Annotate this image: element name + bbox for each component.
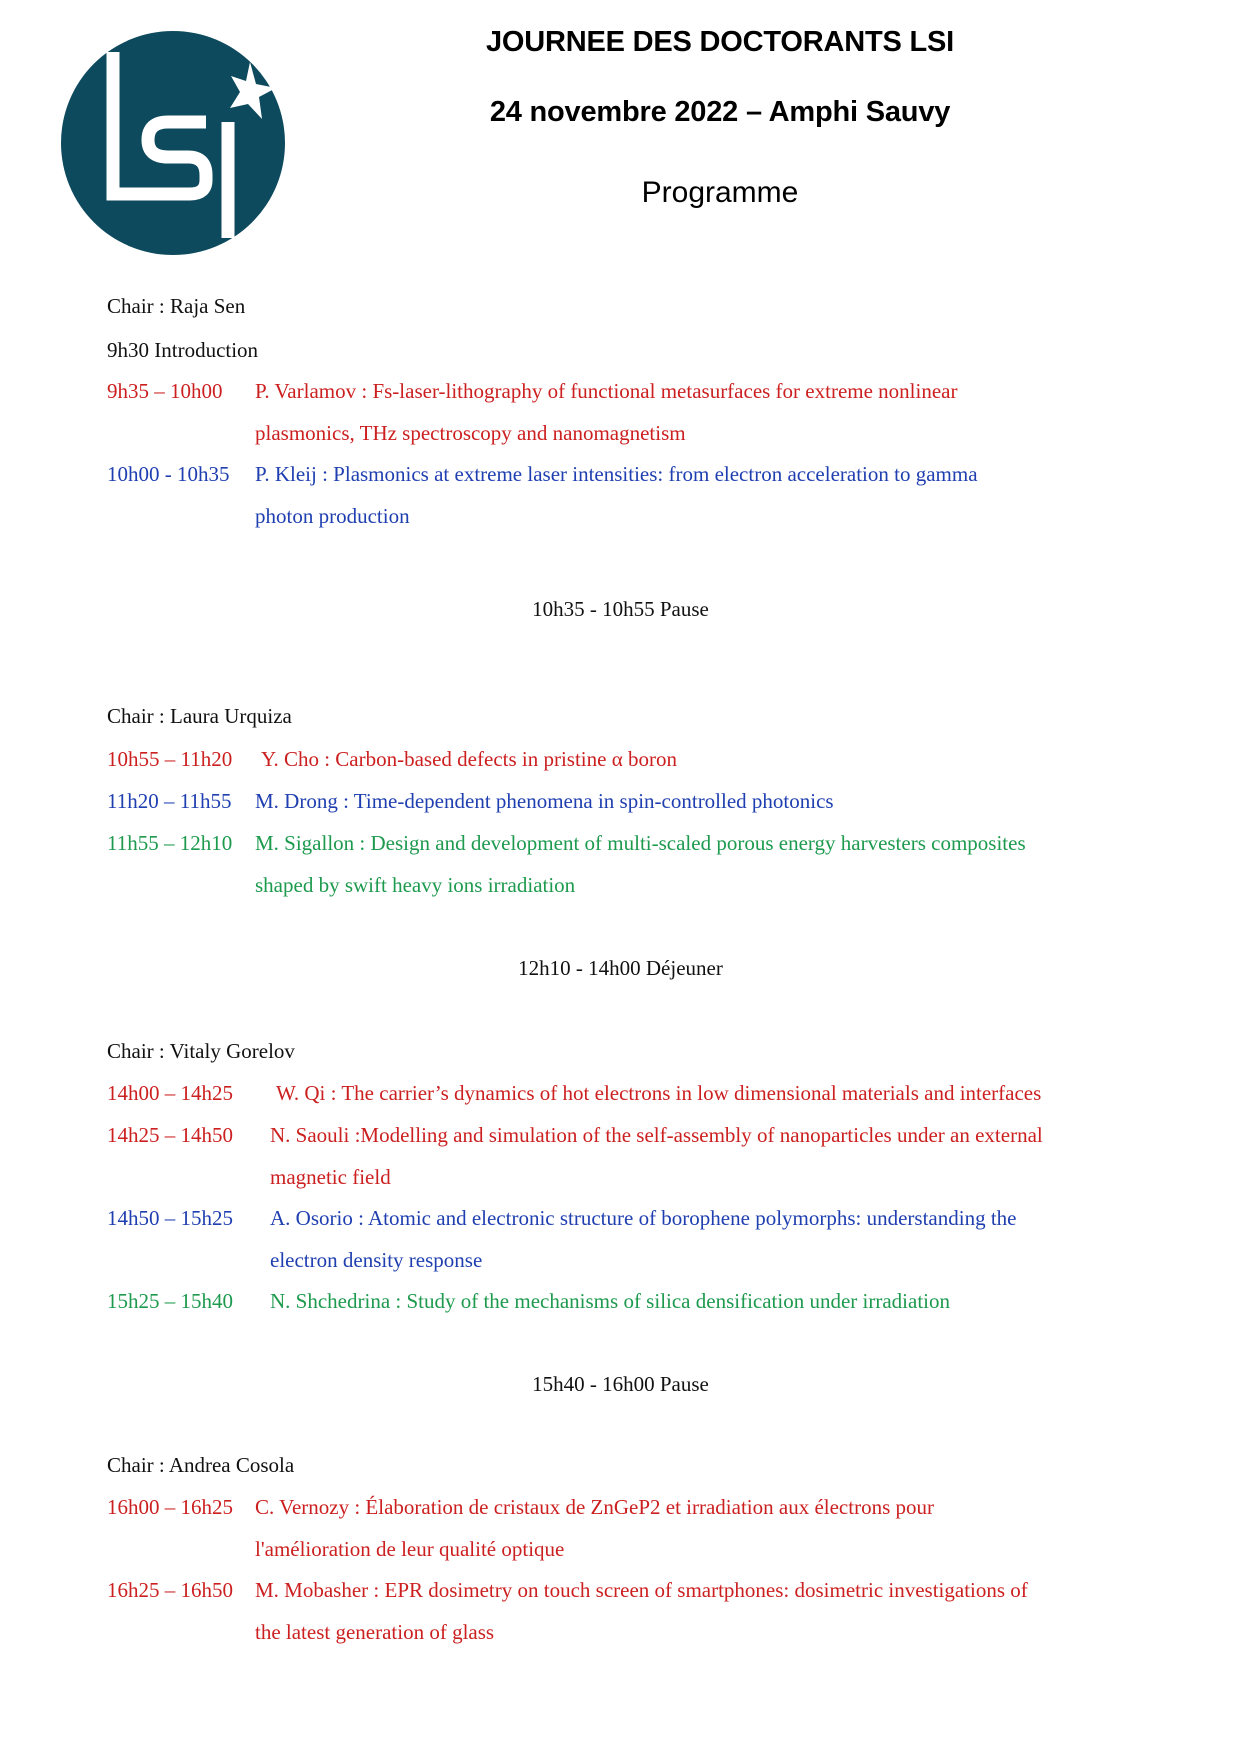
talk-title-continued: the latest generation of glass — [255, 1620, 495, 1644]
talk-title-continued: magnetic field — [270, 1165, 391, 1189]
talk-title: Y. Cho : Carbon-based defects in pristine α boron — [261, 747, 677, 771]
talk-title: A. Osorio : Atomic and electronic structure of borophene polymorphs: understanding the — [270, 1206, 1017, 1230]
talk-title-continued: l'amélioration de leur qualité optique — [255, 1537, 565, 1561]
talk-title: M. Sigallon : Design and development of multi-scaled porous energy harvesters composites — [255, 831, 1026, 855]
talk-title-continued: shaped by swift heavy ions irradiation — [255, 873, 576, 897]
talk-title: N. Shchedrina : Study of the mechanisms of silica densification under irradiation — [270, 1289, 950, 1313]
talk-time: 15h25 – 15h40 — [107, 1289, 233, 1313]
talk-title: P. Varlamov : Fs-laser-lithography of functional metasurfaces for extreme nonlinear — [255, 379, 958, 403]
programme-heading: Programme — [641, 176, 799, 209]
event-date-venue: 24 novembre 2022 – Amphi Sauvy — [489, 96, 951, 128]
pause-2: 15h40 - 16h00 Pause — [532, 1372, 709, 1396]
talk-title: C. Vernozy : Élaboration de cristaux de ZnGeP2 et irradiation aux électrons pour — [255, 1495, 934, 1519]
talk-time: 10h55 – 11h20 — [107, 747, 233, 771]
talk-time: 16h25 – 16h50 — [107, 1578, 233, 1602]
talk-time: 10h00 - 10h35 — [107, 462, 230, 486]
introduction-line: 9h30 Introduction — [107, 338, 259, 362]
session-2-chair: Chair : Laura Urquiza — [107, 704, 292, 728]
document-title: JOURNEE DES DOCTORANTS LSI — [486, 26, 954, 58]
talk-title: M. Drong : Time-dependent phenomena in spin-controlled photonics — [255, 789, 834, 813]
talk-title-continued: plasmonics, THz spectroscopy and nanomagnetism — [255, 421, 686, 445]
talk-title: N. Saouli :Modelling and simulation of the self-assembly of nanoparticles under an external — [270, 1123, 1043, 1147]
talk-time: 11h20 – 11h55 — [107, 789, 232, 813]
talk-time: 16h00 – 16h25 — [107, 1495, 233, 1519]
talk-time: 14h50 – 15h25 — [107, 1206, 233, 1230]
talk-title: P. Kleij : Plasmonics at extreme laser intensities: from electron acceleration to gamma — [255, 462, 978, 486]
talk-title-continued: electron density response — [270, 1248, 483, 1272]
talk-time: 9h35 – 10h00 — [107, 379, 223, 403]
talk-time: 11h55 – 12h10 — [107, 831, 233, 855]
pause-1: 10h35 - 10h55 Pause — [532, 597, 709, 621]
session-1-chair: Chair : Raja Sen — [107, 294, 246, 318]
lsi-logo — [60, 30, 286, 256]
talk-time: 14h00 – 14h25 — [107, 1081, 233, 1105]
lunch-break: 12h10 - 14h00 Déjeuner — [518, 956, 723, 980]
talk-title: W. Qi : The carrier’s dynamics of hot electrons in low dimensional materials and interfaces — [276, 1081, 1042, 1105]
talk-title-continued: photon production — [255, 504, 410, 528]
talk-time: 14h25 – 14h50 — [107, 1123, 233, 1147]
talk-title: M. Mobasher : EPR dosimetry on touch screen of smartphones: dosimetric investigations of — [255, 1578, 1028, 1602]
session-4-chair: Chair : Andrea Cosola — [107, 1453, 295, 1477]
session-3-chair: Chair : Vitaly Gorelov — [107, 1039, 295, 1063]
